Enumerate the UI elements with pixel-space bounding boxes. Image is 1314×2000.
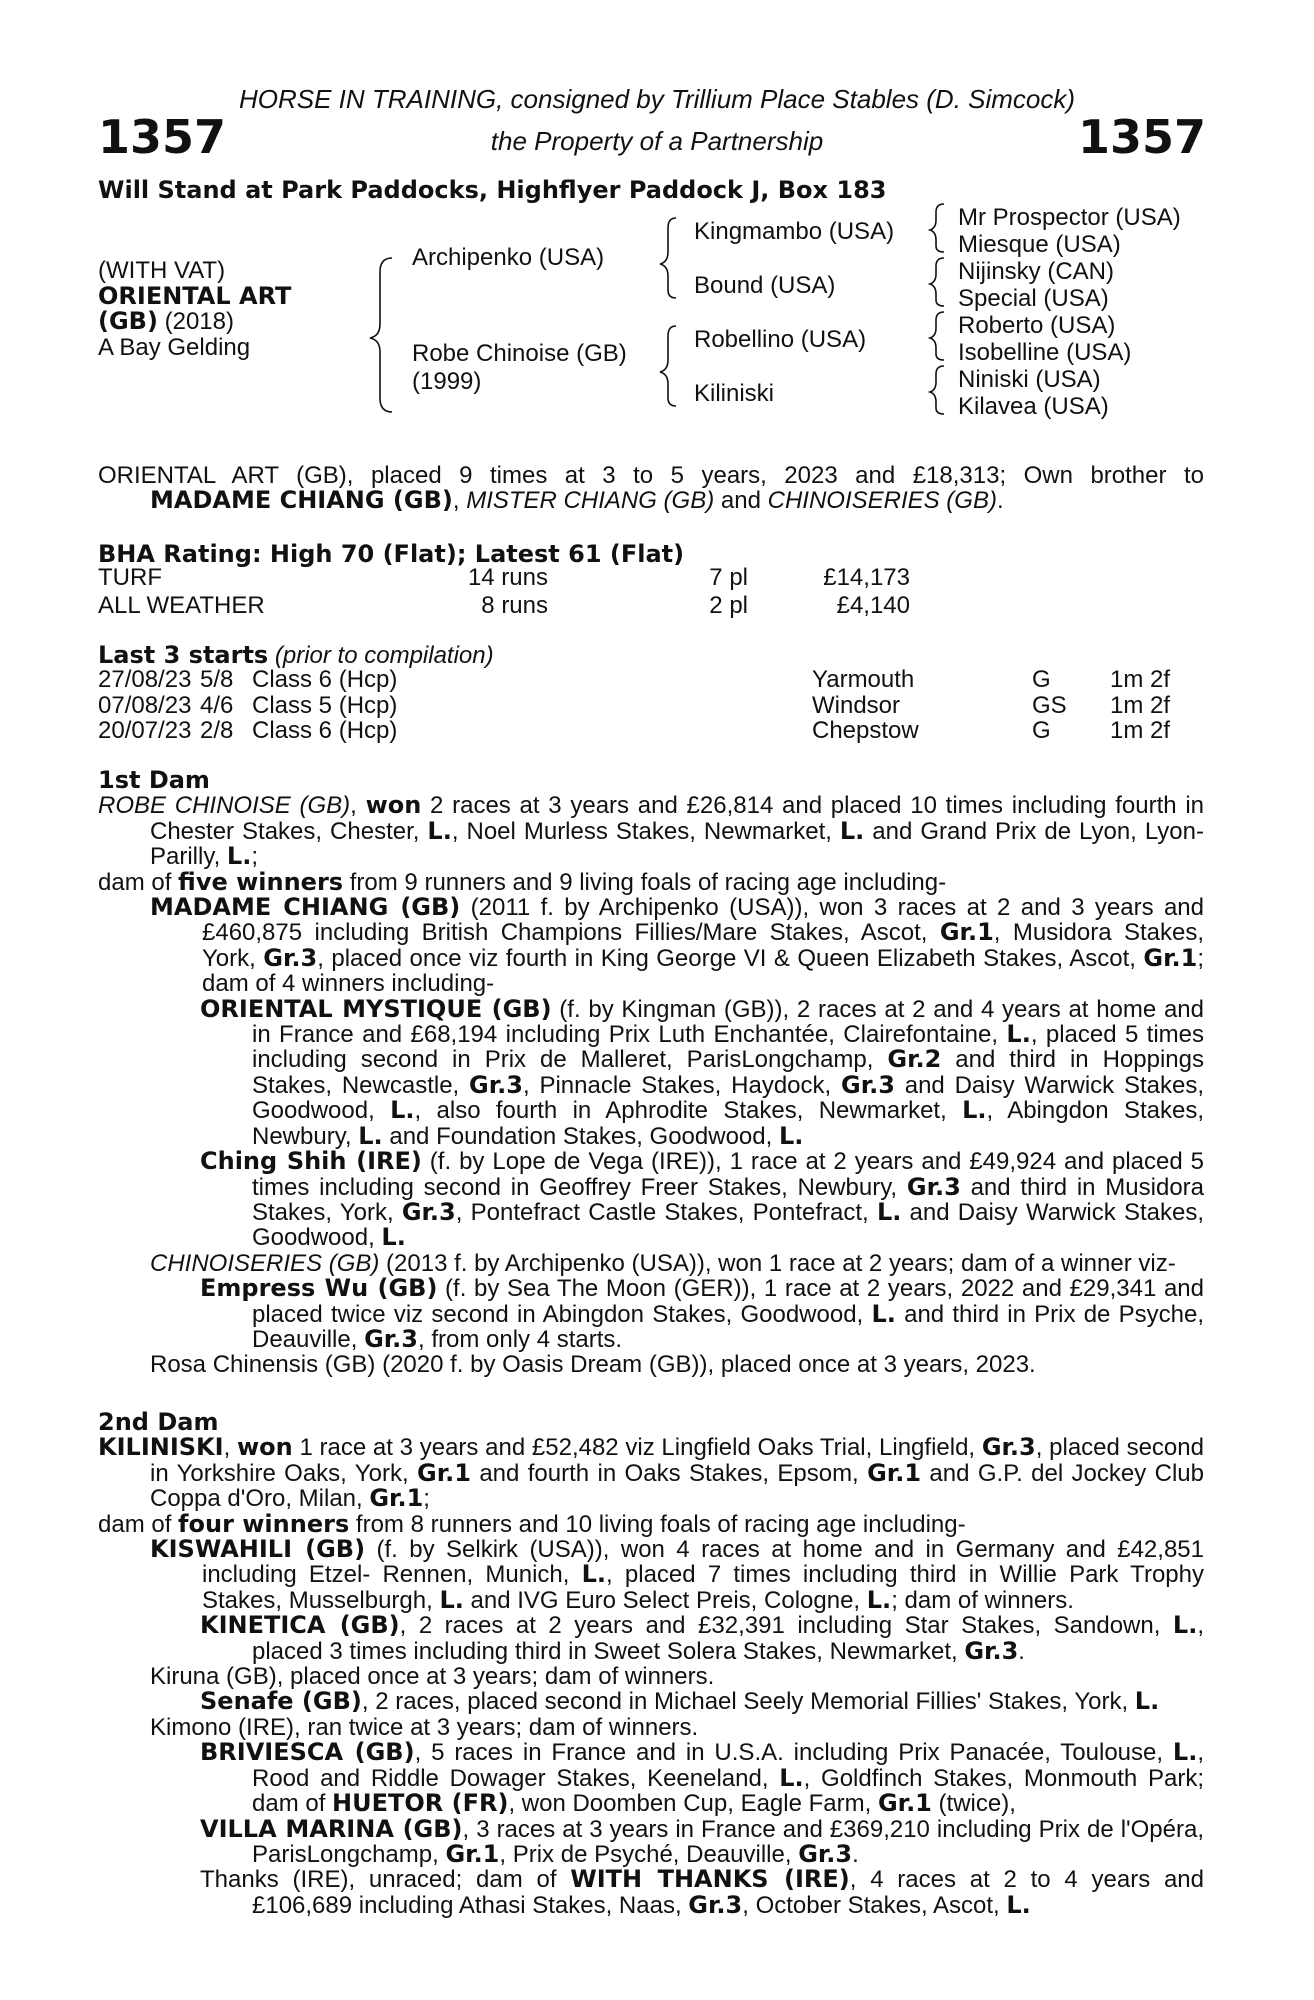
t: (2013 f. by Archipenko (USA)), won 1 race at 2 years; dam of a winner viz- [379,1249,1176,1277]
t: and fourth in Oaks Stakes, Epsom, [470,1459,868,1487]
property-line: the Property of a Partnership [490,126,824,156]
t: CHINOISERIES (GB) [150,1249,380,1277]
t: L. [839,816,865,845]
lot-number-left: 1357 [98,110,227,164]
t: Gr.3 [688,1890,743,1919]
pedigree-sire-dam: Bound (USA) [694,272,836,299]
first-dam-section [98,768,1204,1378]
t: (f. by Lope de Vega (IRE)), 1 race at 2 years and £49,924 and placed 5 times including second in Geoffrey Freer Stakes, Newbury, [252,1148,1205,1201]
t: , placed 7 times including third in Willie Park Trophy Stakes, Musselburgh, [202,1561,1204,1614]
start-course: Yarmouth [812,666,915,693]
brace-dd [930,366,944,414]
t: Thanks (IRE), unraced; dam of [200,1866,571,1894]
t: L. [1006,1020,1031,1049]
runs-placed: 7 pl [709,564,748,591]
t: KISWAHILI (GB) [150,1535,366,1564]
t: and Grand Prix de Lyon, Lyon-Parilly, [150,817,1204,871]
t: and third in Hoppings Stakes, Newcastle, [252,1046,1204,1099]
t: , Prix de Psyché, Deauville, [499,1840,799,1868]
t: L. [390,1096,415,1125]
pedigree-dam-sire: Robellino (USA) [694,326,867,353]
pedigree-dam-name: Robe Chinoise (GB) [412,340,627,367]
t: , 3 races at 3 years in France and £369,210 including Prix de l'Opéra, ParisLongchamp, [252,1815,1204,1868]
t: L. [1134,1687,1160,1716]
bha-rating: BHA Rating: High 70 (Flat); Latest 61 (Flat) [98,540,685,568]
t: L. [779,1763,804,1792]
t: KILINISKI [98,1433,224,1462]
pedigree-sd-sire: Nijinsky (CAN) [958,258,1114,285]
start-going: G [1032,717,1051,744]
t: L. [1172,1738,1198,1767]
t: Gr.1 [445,1839,500,1868]
t: four winners [178,1509,350,1538]
t: ; dam of winners. [891,1586,1074,1614]
t: Gr.1 [939,918,994,947]
t: L. [1006,1890,1031,1919]
start-row [98,693,1170,719]
t: L. [427,816,452,845]
sibling-sep: , [452,487,467,515]
t: , Musidora Stakes, York, [202,919,1205,972]
t: , 4 races at 2 to 4 years and £106,689 including Athasi Stakes, Naas, [252,1866,1204,1919]
runs-table [98,564,910,620]
t: , won Doomben Cup, Eagle Farm, [508,1790,878,1818]
t: (2011 f. by Archipenko (USA)), won 3 races at 2 and 3 years and £460,875 including British Champions Fillies/Mare Stakes, Ascot, [202,894,1205,947]
t: Gr.3 [401,1197,456,1226]
t: won [236,1433,293,1462]
t: Ching Shih (IRE) [200,1147,422,1176]
t: from 9 runners and 9 living foals of racing age including- [343,868,947,896]
start-dist: 1m 2f [1110,717,1171,744]
t: and G.P. del Jockey Club Coppa d'Oro, Milan, [150,1459,1204,1513]
start-row [98,718,1170,744]
start-pos: 2/8 [200,717,234,744]
t: and IVG Euro Select Preis, Cologne, [463,1586,867,1614]
pedigree-sd-dam: Special (USA) [958,285,1109,312]
t: , [223,1434,237,1462]
t: MADAME CHIANG (GB) [150,893,461,922]
t: Gr.3 [981,1433,1036,1462]
first-dam-produce [98,867,1204,896]
sibling-end: . [996,487,1004,515]
produce-kinetica [200,1613,1204,1664]
t: HUETOR (FR) [332,1789,509,1818]
t: L. [866,1585,892,1614]
start-race: Class 5 (Hcp) [252,691,398,719]
brace-ss [930,204,944,252]
stand-location: Will Stand at Park Paddocks, Highflyer Paddock J, Box 183 [98,176,887,204]
horse-country: (GB) [98,307,158,335]
t: ; dam of 4 winners including- [202,944,1205,998]
t: L. [439,1585,464,1614]
runs-placed: 2 pl [709,592,748,619]
horse-name: ORIENTAL ART [98,281,292,310]
produce-kiswahili [150,1537,1204,1613]
t: L. [381,1223,406,1252]
consignment-line: HORSE IN TRAINING, consigned by Trillium Place Stables (D. Simcock) [238,84,1076,114]
runs-count: 8 runs [481,592,548,619]
t: , placed second in Yorkshire Oaks, York, [150,1434,1204,1487]
summary [98,463,1204,514]
t: , 2 races at 2 years and £32,391 including Star Stakes, Sandown, [399,1612,1173,1640]
starts-table [98,667,1170,744]
t: Gr.3 [469,1070,523,1099]
pedigree-ds-sire: Roberto (USA) [958,312,1116,339]
produce-ching-shih [200,1149,1204,1251]
t: Empress Wu (GB) [200,1274,438,1303]
t: , Pontefract Castle Stakes, Pontefract, [455,1198,877,1226]
t: , also fourth in Aphrodite Stakes, Newmarket, [414,1097,963,1125]
start-row [98,667,1170,693]
pedigree-dam [412,340,627,396]
t: , Rood and Riddle Dowager Stakes, Keeneland, [252,1739,1205,1792]
t: Gr.3 [364,1324,418,1353]
t: and third in Prix de Psyche, Deauville, [252,1300,1204,1353]
summary-line: ORIENTAL ART (GB), placed 9 times at 3 to 5 years, 2023 and £18,313; Own brother to [98,462,1204,489]
produce-villa-marina [200,1814,1204,1868]
t: (f. by Sea The Moon (GER)), 1 race at 2 years, 2022 and £29,341 and placed twice viz second in Abingdon Stakes, Goodwood, [252,1275,1205,1328]
start-going: G [1032,666,1051,693]
produce-kimono: Kimono (IRE), ran twice at 3 years; dam of winners. [150,1713,699,1741]
pedigree-dd-sire: Niniski (USA) [958,366,1101,393]
second-dam-record [98,1435,1204,1511]
t: L. [226,842,252,871]
t: (twice), [931,1790,1016,1818]
t: L. [778,1121,804,1150]
t: Gr.3 [906,1172,961,1201]
produce-thanks [200,1867,1204,1918]
sibling-italic: MISTER CHIANG (GB) [466,487,715,515]
produce-briviesca [200,1740,1204,1816]
brace-sd [930,258,944,306]
t: . [1018,1637,1025,1665]
pedigree-sire-sire: Kingmambo (USA) [694,218,895,245]
t: ; [423,1485,430,1513]
start-course: Windsor [812,691,901,719]
start-dist: 1m 2f [1110,666,1171,693]
t: 2 races at 3 years and £26,814 and placed 10 times including fourth in Chester Stakes, Chester, [150,792,1204,845]
t: Gr.3 [841,1070,895,1099]
start-date: 07/08/23 [98,691,192,719]
t: Gr.1 [1143,943,1198,972]
produce-rosa-chinensis: Rosa Chinensis (GB) (2020 f. by Oasis Dream (GB)), placed once at 3 years, 2023. [150,1351,1036,1379]
second-dam-produce [98,1509,1204,1538]
sibling-bold: MADAME CHIANG (GB) [150,486,453,515]
pedigree-dd-dam: Kilavea (USA) [958,393,1109,420]
produce-chinoiseries [150,1251,1204,1276]
start-race: Class 6 (Hcp) [252,717,398,744]
t: L. [1172,1611,1198,1640]
t: dam of [98,868,179,896]
first-dam-heading: 1st Dam [98,766,210,794]
brace-dam-gen2 [660,326,676,406]
sibling-and: and [714,487,768,515]
vat-note: (WITH VAT) [98,257,226,284]
produce-senafe [200,1689,1204,1714]
t: L. [876,1197,902,1226]
runs-surface: TURF [98,564,162,591]
pedigree-ss-sire: Mr Prospector (USA) [958,204,1181,231]
t: WITH THANKS (IRE) [570,1865,850,1894]
starts-note: (prior to compilation) [268,642,494,669]
t: . [852,1840,859,1868]
t: dam of [98,1510,179,1538]
sibling-italic-2: CHINOISERIES (GB) [767,487,997,515]
pedigree-ds-dam: Isobelline (USA) [958,339,1132,366]
t: , Noel Murless Stakes, Newmarket, [451,817,840,845]
start-dist: 1m 2f [1110,691,1171,719]
t: Gr.3 [263,943,318,972]
produce-oriental-mystique [200,994,1205,1150]
pedigree-dam-year: (1999) [412,368,482,395]
t: , placed 3 times including third in Sweet Solera Stakes, Newmarket, [252,1612,1205,1665]
start-pos: 4/6 [200,691,234,719]
t: Gr.2 [887,1045,942,1074]
pedigree-dam-dam: Kiliniski [694,380,775,407]
first-dam-record [98,793,1204,869]
t: Gr.1 [369,1484,424,1513]
produce-empress-wu [200,1276,1204,1352]
produce-kiruna: Kiruna (GB), placed once at 3 years; dam of winners. [150,1663,715,1691]
runs-prize: £14,173 [823,564,910,591]
t: ROBE CHINOISE (GB) [98,792,351,820]
t: (f. by Kingman (GB)), 2 races at 2 and 4 years at home and in France and £68,194 including Prix Luth Enchantée, Clairefontaine, [252,995,1204,1049]
t: and Daisy Warwick Stakes, Goodwood, [252,1071,1205,1125]
t: , Abingdon Stakes, Newbury, [252,1097,1204,1150]
horse-description: A Bay Gelding [98,333,251,361]
t: Gr.3 [798,1839,853,1868]
start-date: 27/08/23 [98,666,192,693]
t: , placed 5 times including second in Prix de Malleret, ParisLongchamp, [252,1021,1204,1074]
t: , from only 4 starts. [418,1325,623,1353]
brace-ds [930,312,944,360]
t: , 5 races in France and in U.S.A. including Prix Panacée, Toulouse, [414,1739,1173,1767]
start-course: Chepstow [812,717,919,744]
produce-madame-chiang [150,895,1204,997]
second-dam-heading: 2nd Dam [98,1408,219,1436]
t: 1 race at 3 years and £52,482 viz Lingfield Oaks Trial, Lingfield, [292,1434,982,1462]
t: Gr.1 [867,1458,922,1487]
t: ; [251,843,258,871]
t: , October Stakes, Ascot, [742,1891,1007,1919]
t: L. [871,1299,896,1328]
t: L. [358,1121,383,1150]
t: , 2 races, placed second in Michael Seely Memorial Fillies' Stakes, York, [361,1688,1135,1716]
t: Gr.1 [417,1458,471,1487]
t: L. [581,1560,607,1589]
starts-heading-bold: Last 3 starts [98,641,269,669]
t: Gr.1 [877,1789,932,1818]
runs-surface: ALL WEATHER [98,592,265,619]
t: five winners [178,867,344,896]
runs-prize: £4,140 [836,592,910,619]
t: won [365,791,422,820]
start-race: Class 6 (Hcp) [252,666,398,693]
runs-count: 14 runs [467,564,548,591]
t: from 8 runners and 10 living foals of racing age including- [349,1510,966,1538]
brace-sire-gen2 [660,218,676,298]
start-pos: 5/8 [200,666,234,693]
t: VILLA MARINA (GB) [200,1814,463,1843]
pedigree-sire: Archipenko (USA) [412,244,605,271]
summary-siblings [98,488,1204,513]
pedigree-ss-dam: Miesque (USA) [958,231,1121,258]
t: Gr.3 [964,1636,1019,1665]
runs-row-aw [98,592,910,620]
t: Senafe (GB) [200,1687,362,1716]
t: and Foundation Stakes, Goodwood, [382,1122,779,1150]
lot-number-right: 1357 [1077,110,1206,164]
horse-year: (2018) [157,308,234,335]
t: KINETICA (GB) [200,1611,400,1640]
t: , placed once viz fourth in King George VI & Queen Elizabeth Stakes, Ascot, [317,944,1144,972]
t: , Goldfinch Stakes, Monmouth Park; dam of [252,1764,1204,1818]
second-dam-section [98,1410,1204,1918]
runs-row-turf [98,564,910,592]
t: L. [962,1096,987,1125]
t: , [350,792,366,820]
t: ORIENTAL MYSTIQUE (GB) [200,994,552,1023]
t: and Daisy Warwick Stakes, Goodwood, [252,1198,1205,1252]
t: , Pinnacle Stakes, Haydock, [522,1071,841,1099]
start-going: GS [1032,691,1067,719]
t: (f. by Selkirk (USA)), won 4 races at home and in Germany and £42,851 including Etzel- Rennen, Munich, [202,1536,1204,1589]
start-date: 20/07/23 [98,717,192,744]
t: BRIVIESCA (GB) [200,1738,415,1767]
brace-gen1 [370,258,392,412]
t: and third in Musidora Stakes, York, [252,1173,1205,1226]
